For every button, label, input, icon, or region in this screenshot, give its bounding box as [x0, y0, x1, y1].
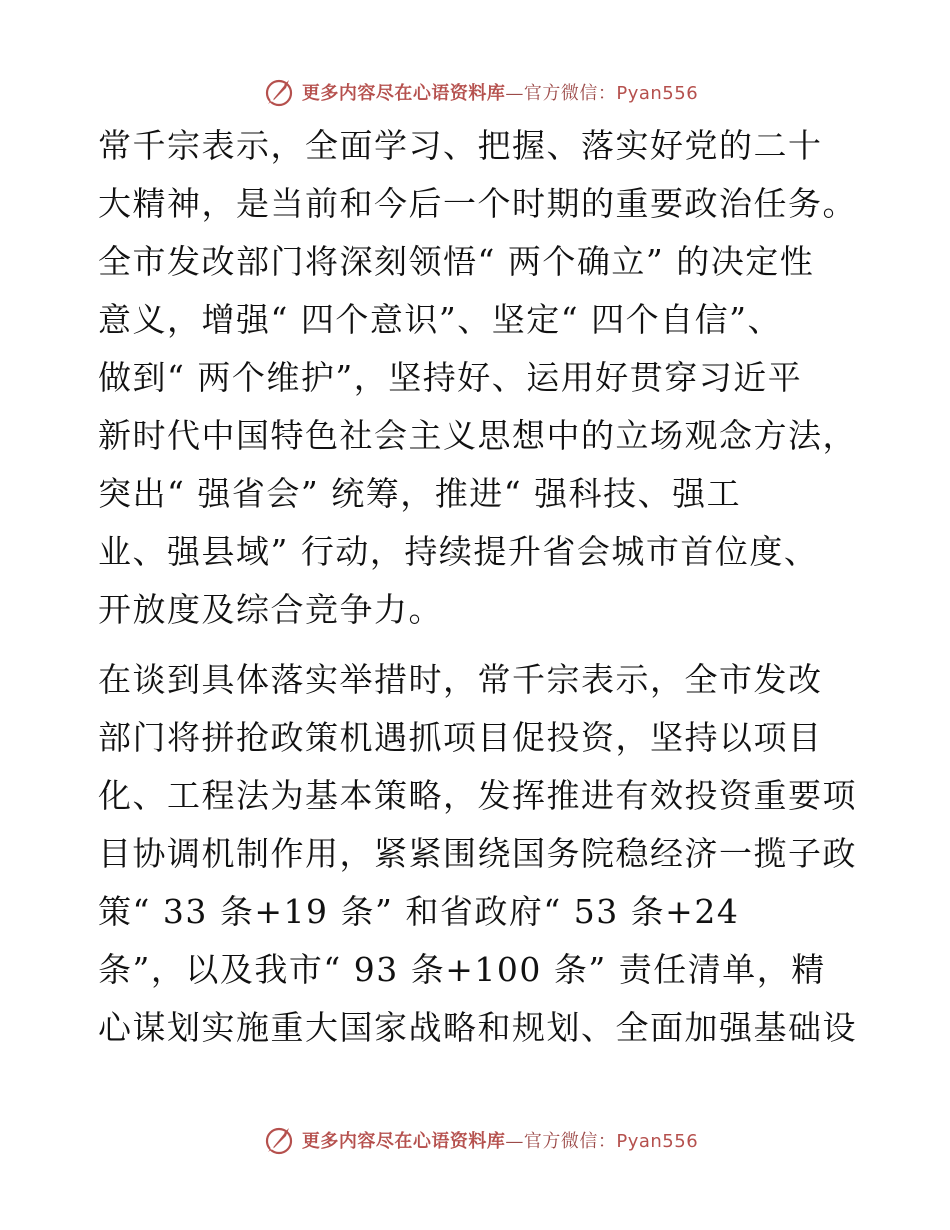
- footer-banner-inner: [262, 1123, 698, 1157]
- text-line: 做到“ 两个维护”，坚持好、运用好贯穿习近平: [98, 358, 803, 397]
- header-banner: [0, 72, 950, 112]
- text-line: 心谋划实施重大国家战略和规划、全面加强基础设: [98, 1008, 857, 1047]
- header-dash: —: [505, 83, 524, 104]
- footer-banner: [0, 1120, 950, 1160]
- text-line: 常千宗表示，全面学习、把握、落实好党的二十: [98, 126, 823, 165]
- footer-site-slogan: 更多内容尽在心语资料库: [301, 1131, 506, 1152]
- text-line: 部门将拼抢政策机遇抓项目促投资，坚持以项目: [98, 718, 823, 757]
- text-line: 大精神，是当前和今后一个时期的重要政治任务。: [98, 184, 857, 223]
- text-line: 条”，以及我市“ 93 条+100 条” 责任清单，精: [98, 950, 826, 989]
- text-line: 策“ 33 条+19 条” 和省政府“ 53 条+24: [98, 892, 740, 931]
- footer-wechat-id: Pyan556: [616, 1131, 699, 1152]
- paragraph-1: [98, 117, 858, 639]
- header-site-slogan: 更多内容尽在心语资料库: [301, 83, 506, 104]
- text-line: 目协调机制作用，紧紧围绕国务院稳经济一揽子政: [98, 834, 857, 873]
- text-line: 突出“ 强省会” 统筹，推进“ 强科技、强工: [98, 474, 742, 513]
- text-line: 意义，增强“ 四个意识”、坚定“ 四个自信”、: [98, 300, 782, 339]
- text-line: 化、工程法为基本策略，发挥推进有效投资重要项: [98, 776, 857, 815]
- footer-dash: —: [505, 1131, 524, 1152]
- text-line: 全市发改部门将深刻领悟“ 两个确立” 的决定性: [98, 242, 815, 281]
- text-line: 业、强县域” 行动，持续提升省会城市首位度、: [98, 532, 819, 571]
- quill-pen-logo-icon: [262, 75, 296, 109]
- paragraph-spacer: [98, 639, 858, 651]
- text-line: 在谈到具体落实举措时，常千宗表示，全市发改: [98, 660, 823, 699]
- header-banner-text: [302, 79, 698, 105]
- header-wechat-label: 官方微信：: [523, 83, 617, 104]
- text-line: 开放度及综合竞争力。: [98, 590, 443, 629]
- text-line: 新时代中国特色社会主义思想中的立场观念方法，: [98, 416, 857, 455]
- document-body: [98, 117, 858, 1057]
- footer-banner-text: [302, 1127, 698, 1153]
- quill-pen-logo-icon: [262, 1123, 296, 1157]
- header-wechat-id: Pyan556: [616, 83, 699, 104]
- header-banner-inner: [262, 75, 698, 109]
- paragraph-2: [98, 651, 858, 1057]
- footer-wechat-label: 官方微信：: [523, 1131, 617, 1152]
